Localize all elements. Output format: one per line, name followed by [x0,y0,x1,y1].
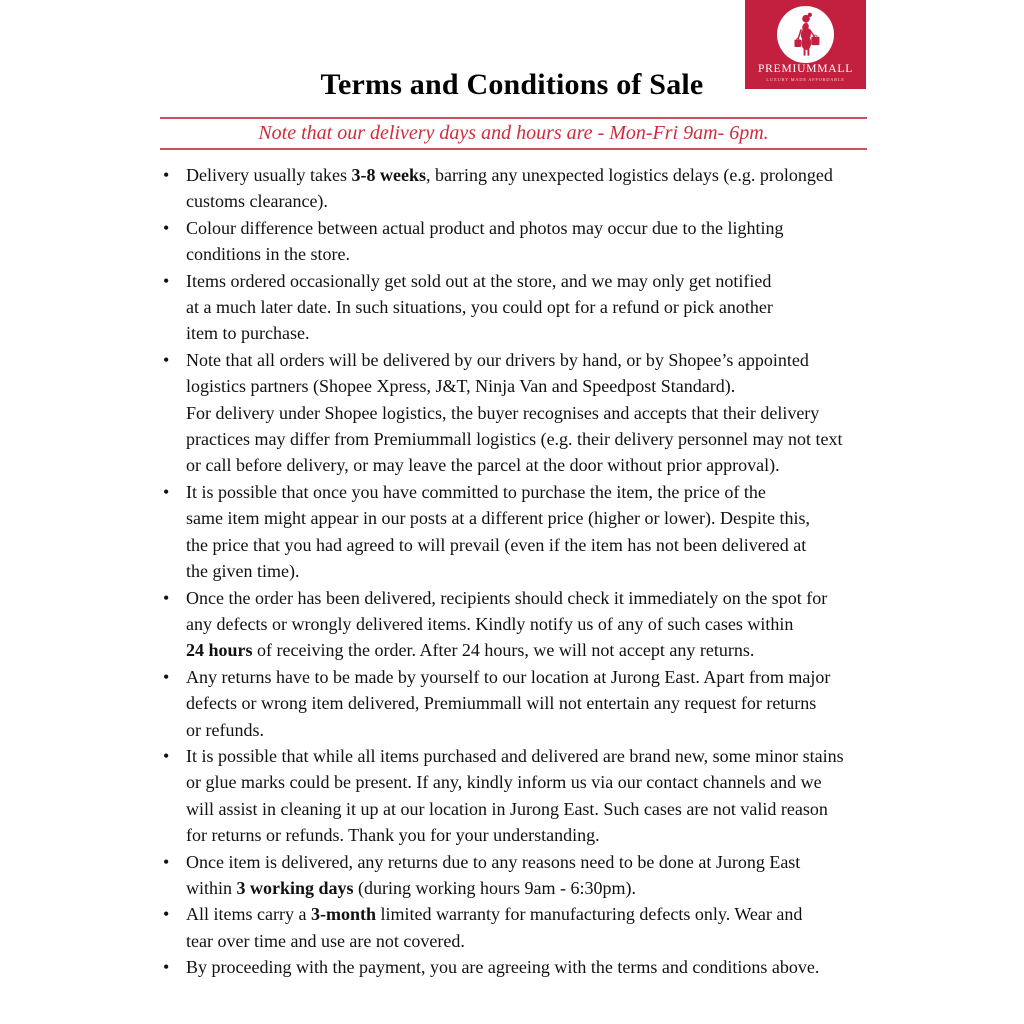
logo-circle [777,6,834,63]
term-item [160,268,880,347]
term-line: any defects or wrongly delivered items. Kindly notify us of any of such cases within [186,613,794,634]
term-item [160,479,880,585]
top-rule-divider [160,117,867,119]
delivery-hours-note: Note that our delivery days and hours are - Mon-Fri 9am- 6pm. [258,122,769,144]
term-line: • Delivery usually takes 3-8 weeks, barring any unexpected logistics delays (e.g. prolonged [186,165,833,185]
term-line: at a much later date. In such situations, you could opt for a refund or pick another [186,297,773,318]
term-line: item to purchase. [186,323,310,344]
term-line: • Once item is delivered, any returns due to any reasons need to be done at Jurong East [186,851,801,872]
term-line: 24 hours of receiving the order. After 24 hours, we will not accept any returns. [186,640,755,661]
term-line: • Colour difference between actual product and photos may occur due to the lighting [186,217,784,238]
term-line: • Note that all orders will be delivered by our drivers by hand, or by Shopee’s appointed [186,349,809,370]
term-item [160,162,880,215]
term-item [160,585,880,664]
term-line: logistics partners (Shopee Xpress, J&T, Ninja Van and Speedpost Standard). [186,376,736,397]
term-line: For delivery under Shopee logistics, the buyer recognises and accepts that their delivery [186,402,820,423]
shopper-woman-icon [782,11,830,59]
term-item [160,954,880,980]
term-line: • Items ordered occasionally get sold out at the store, and we may only get notified [186,270,772,291]
term-line: • It is possible that once you have committed to purchase the item, the price of the [186,481,766,502]
term-line: will assist in cleaning it up at our location in Jurong East. Such cases are not valid reason [186,798,828,819]
term-item [160,743,880,849]
term-line: conditions in the store. [186,244,350,265]
page-title: Terms and Conditions of Sale [320,68,704,101]
term-line: or call before delivery, or may leave the parcel at the door without prior approval). [186,455,780,476]
term-item [160,901,880,954]
term-line: tear over time and use are not covered. [186,930,465,951]
bottom-rule-divider [160,148,867,150]
term-line: • By proceeding with the payment, you are agreeing with the terms and conditions above. [186,957,820,978]
term-line: for returns or refunds. Thank you for your understanding. [186,825,600,846]
term-line: customs clearance). [186,191,328,212]
term-item [160,215,880,268]
term-line: • All items carry a 3-month limited warranty for manufacturing defects only. Wear and [186,904,803,925]
term-line: the price that you had agreed to will prevail (even if the item has not been delivered at [186,534,807,555]
logo-tagline: LUXURY MADE AFFORDABLE [766,77,845,82]
term-line: • It is possible that while all items purchased and delivered are brand new, some minor stains [186,745,844,766]
term-line: or glue marks could be present. If any, kindly inform us via our contact channels and we [186,772,822,793]
term-line: the given time). [186,561,300,582]
terms-list [160,162,880,981]
term-line: defects or wrong item delivered, Premiummall will not entertain any request for returns [186,693,817,714]
term-line: • Any returns have to be made by yourself to our location at Jurong East. Apart from major [186,666,831,687]
term-line: • Once the order has been delivered, recipients should check it immediately on the spot for [186,587,828,608]
term-line: same item might appear in our posts at a different price (higher or lower). Despite this, [186,508,810,529]
logo-brand-name: PREMIUMMALL [757,63,854,75]
term-line: practices may differ from Premiummall logistics (e.g. their delivery personnel may not text [186,429,843,450]
term-line: or refunds. [186,719,264,740]
term-item [160,347,880,479]
term-line: within 3 working days (during working hours 9am - 6:30pm). [186,877,637,898]
term-item [160,664,880,743]
term-item [160,849,880,902]
